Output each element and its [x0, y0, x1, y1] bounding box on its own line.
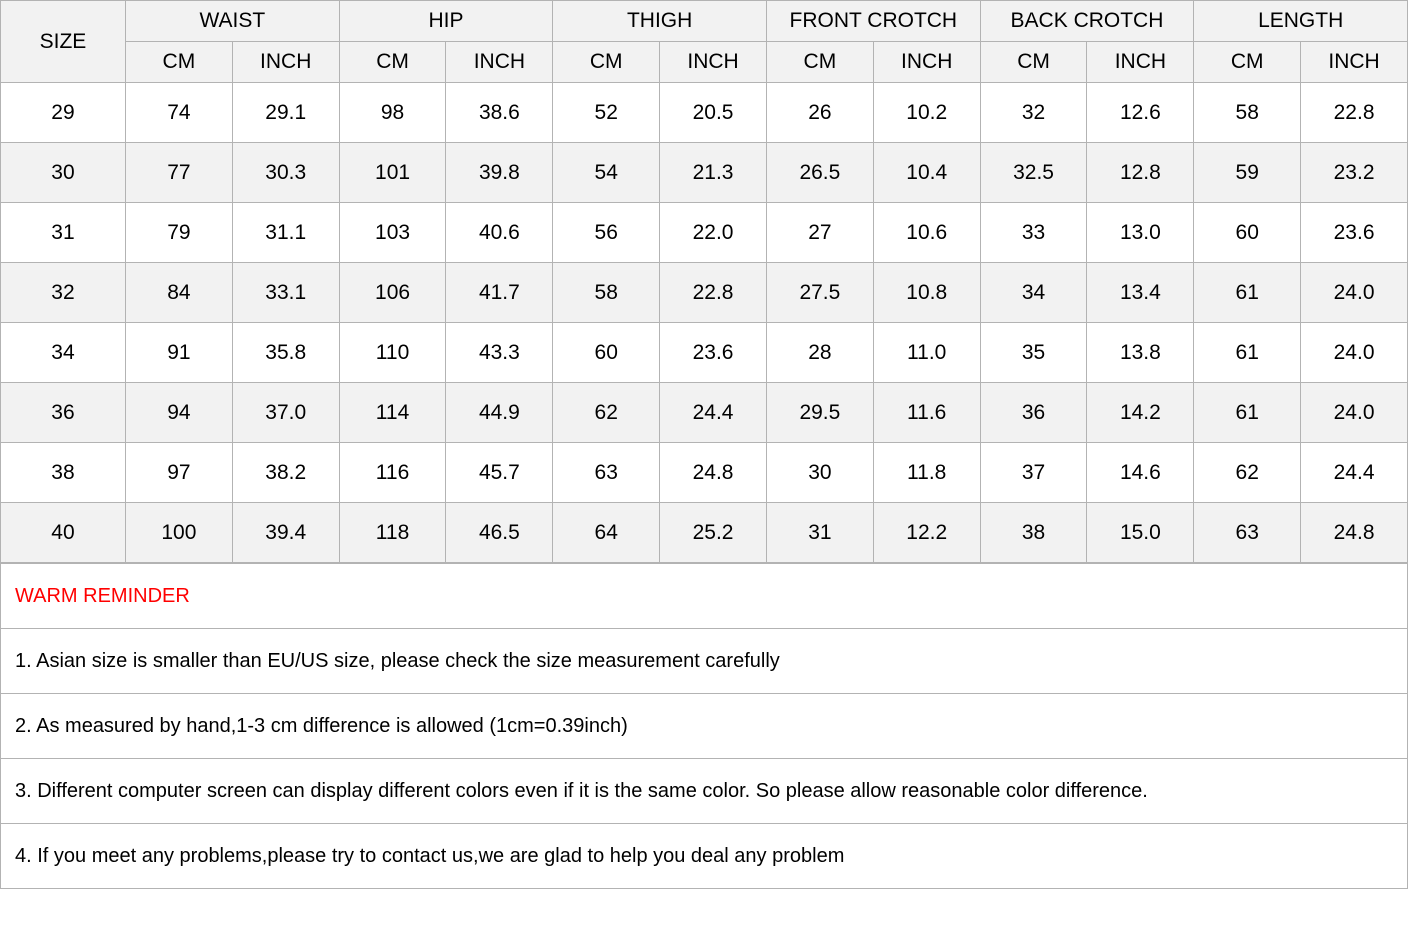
header-unit-waist-inch: INCH	[232, 42, 339, 83]
table-row	[1, 503, 1408, 563]
note-row	[1, 629, 1408, 694]
cell-back-crotch-cm: 34	[980, 263, 1087, 323]
cell-hip-inch: 43.3	[446, 323, 553, 383]
cell-front-crotch-inch: 10.8	[873, 263, 980, 323]
note-row	[1, 694, 1408, 759]
cell-waist-cm: 74	[125, 83, 232, 143]
cell-length-inch: 23.2	[1301, 143, 1408, 203]
header-row-units	[1, 42, 1408, 83]
cell-thigh-inch: 23.6	[660, 323, 767, 383]
cell-length-inch: 24.0	[1301, 383, 1408, 443]
cell-waist-cm: 100	[125, 503, 232, 563]
warm-reminder-table	[0, 563, 1408, 889]
cell-back-crotch-cm: 35	[980, 323, 1087, 383]
cell-length-cm: 62	[1194, 443, 1301, 503]
cell-waist-inch: 38.2	[232, 443, 339, 503]
header-group-back-crotch: BACK CROTCH	[980, 1, 1194, 42]
cell-hip-cm: 114	[339, 383, 446, 443]
cell-hip-cm: 110	[339, 323, 446, 383]
cell-length-cm: 58	[1194, 83, 1301, 143]
header-unit-length-inch: INCH	[1301, 42, 1408, 83]
cell-waist-inch: 37.0	[232, 383, 339, 443]
cell-front-crotch-inch: 10.2	[873, 83, 980, 143]
table-row	[1, 263, 1408, 323]
header-size: SIZE	[1, 1, 126, 83]
cell-waist-inch: 31.1	[232, 203, 339, 263]
cell-back-crotch-cm: 38	[980, 503, 1087, 563]
cell-front-crotch-inch: 11.6	[873, 383, 980, 443]
cell-front-crotch-inch: 10.4	[873, 143, 980, 203]
cell-back-crotch-inch: 12.8	[1087, 143, 1194, 203]
table-row	[1, 383, 1408, 443]
cell-thigh-cm: 60	[553, 323, 660, 383]
cell-front-crotch-cm: 28	[766, 323, 873, 383]
cell-front-crotch-inch: 11.0	[873, 323, 980, 383]
cell-thigh-inch: 21.3	[660, 143, 767, 203]
cell-thigh-inch: 24.4	[660, 383, 767, 443]
cell-hip-cm: 106	[339, 263, 446, 323]
cell-hip-inch: 41.7	[446, 263, 553, 323]
cell-thigh-cm: 52	[553, 83, 660, 143]
cell-front-crotch-inch: 12.2	[873, 503, 980, 563]
cell-thigh-cm: 63	[553, 443, 660, 503]
cell-thigh-cm: 56	[553, 203, 660, 263]
cell-back-crotch-inch: 13.8	[1087, 323, 1194, 383]
header-unit-front-crotch-inch: INCH	[873, 42, 980, 83]
cell-back-crotch-inch: 14.2	[1087, 383, 1194, 443]
header-group-thigh: THIGH	[553, 1, 767, 42]
note-row	[1, 824, 1408, 889]
cell-waist-inch: 30.3	[232, 143, 339, 203]
cell-front-crotch-cm: 27	[766, 203, 873, 263]
cell-length-cm: 61	[1194, 383, 1301, 443]
cell-size: 29	[1, 83, 126, 143]
cell-hip-cm: 98	[339, 83, 446, 143]
cell-hip-inch: 39.8	[446, 143, 553, 203]
cell-size: 32	[1, 263, 126, 323]
cell-waist-cm: 91	[125, 323, 232, 383]
cell-waist-inch: 39.4	[232, 503, 339, 563]
cell-size: 31	[1, 203, 126, 263]
cell-waist-cm: 97	[125, 443, 232, 503]
cell-length-cm: 59	[1194, 143, 1301, 203]
cell-length-inch: 23.6	[1301, 203, 1408, 263]
cell-front-crotch-inch: 11.8	[873, 443, 980, 503]
header-unit-back-crotch-inch: INCH	[1087, 42, 1194, 83]
cell-length-cm: 63	[1194, 503, 1301, 563]
cell-hip-cm: 118	[339, 503, 446, 563]
cell-back-crotch-inch: 13.4	[1087, 263, 1194, 323]
cell-back-crotch-inch: 13.0	[1087, 203, 1194, 263]
header-unit-back-crotch-cm: CM	[980, 42, 1087, 83]
cell-waist-cm: 84	[125, 263, 232, 323]
table-row	[1, 143, 1408, 203]
header-row-groups	[1, 1, 1408, 42]
cell-size: 38	[1, 443, 126, 503]
cell-front-crotch-cm: 27.5	[766, 263, 873, 323]
cell-size: 34	[1, 323, 126, 383]
cell-back-crotch-inch: 15.0	[1087, 503, 1194, 563]
cell-thigh-inch: 22.0	[660, 203, 767, 263]
cell-front-crotch-cm: 31	[766, 503, 873, 563]
cell-waist-inch: 29.1	[232, 83, 339, 143]
header-unit-hip-cm: CM	[339, 42, 446, 83]
cell-front-crotch-cm: 26	[766, 83, 873, 143]
note-row	[1, 759, 1408, 824]
cell-waist-cm: 94	[125, 383, 232, 443]
header-unit-thigh-inch: INCH	[660, 42, 767, 83]
cell-hip-inch: 46.5	[446, 503, 553, 563]
cell-hip-cm: 101	[339, 143, 446, 203]
cell-back-crotch-inch: 12.6	[1087, 83, 1194, 143]
cell-length-inch: 24.8	[1301, 503, 1408, 563]
header-group-waist: WAIST	[125, 1, 339, 42]
header-group-front-crotch: FRONT CROTCH	[766, 1, 980, 42]
cell-length-cm: 61	[1194, 263, 1301, 323]
cell-length-inch: 22.8	[1301, 83, 1408, 143]
cell-front-crotch-cm: 30	[766, 443, 873, 503]
cell-waist-inch: 33.1	[232, 263, 339, 323]
table-row	[1, 203, 1408, 263]
cell-length-inch: 24.0	[1301, 323, 1408, 383]
cell-front-crotch-cm: 29.5	[766, 383, 873, 443]
note-item-2: 2. As measured by hand,1-3 cm difference is allowed (1cm=0.39inch)	[1, 694, 1408, 759]
note-item-4: 4. If you meet any problems,please try to contact us,we are glad to help you deal any problem	[1, 824, 1408, 889]
cell-thigh-cm: 54	[553, 143, 660, 203]
cell-front-crotch-inch: 10.6	[873, 203, 980, 263]
header-unit-waist-cm: CM	[125, 42, 232, 83]
cell-thigh-inch: 22.8	[660, 263, 767, 323]
cell-length-inch: 24.0	[1301, 263, 1408, 323]
cell-thigh-inch: 20.5	[660, 83, 767, 143]
cell-hip-cm: 116	[339, 443, 446, 503]
cell-waist-inch: 35.8	[232, 323, 339, 383]
header-group-hip: HIP	[339, 1, 553, 42]
cell-hip-inch: 44.9	[446, 383, 553, 443]
warm-reminder-title-row	[1, 564, 1408, 629]
cell-hip-inch: 40.6	[446, 203, 553, 263]
warm-reminder-title: WARM REMINDER	[1, 564, 1408, 629]
table-body	[1, 83, 1408, 563]
cell-thigh-cm: 64	[553, 503, 660, 563]
cell-size: 40	[1, 503, 126, 563]
cell-waist-cm: 77	[125, 143, 232, 203]
cell-back-crotch-cm: 36	[980, 383, 1087, 443]
cell-back-crotch-cm: 32	[980, 83, 1087, 143]
cell-hip-inch: 38.6	[446, 83, 553, 143]
header-unit-front-crotch-cm: CM	[766, 42, 873, 83]
table-row	[1, 443, 1408, 503]
header-unit-length-cm: CM	[1194, 42, 1301, 83]
cell-thigh-cm: 62	[553, 383, 660, 443]
header-unit-thigh-cm: CM	[553, 42, 660, 83]
table-row	[1, 323, 1408, 383]
cell-length-inch: 24.4	[1301, 443, 1408, 503]
cell-size: 30	[1, 143, 126, 203]
cell-length-cm: 61	[1194, 323, 1301, 383]
cell-hip-inch: 45.7	[446, 443, 553, 503]
cell-back-crotch-cm: 33	[980, 203, 1087, 263]
cell-size: 36	[1, 383, 126, 443]
cell-back-crotch-cm: 37	[980, 443, 1087, 503]
cell-thigh-inch: 25.2	[660, 503, 767, 563]
header-unit-hip-inch: INCH	[446, 42, 553, 83]
table-row	[1, 83, 1408, 143]
cell-waist-cm: 79	[125, 203, 232, 263]
note-item-1: 1. Asian size is smaller than EU/US size, please check the size measurement carefully	[1, 629, 1408, 694]
cell-thigh-inch: 24.8	[660, 443, 767, 503]
cell-front-crotch-cm: 26.5	[766, 143, 873, 203]
cell-thigh-cm: 58	[553, 263, 660, 323]
cell-back-crotch-cm: 32.5	[980, 143, 1087, 203]
header-group-length: LENGTH	[1194, 1, 1408, 42]
cell-length-cm: 60	[1194, 203, 1301, 263]
note-item-3: 3. Different computer screen can display different colors even if it is the same color. So please allow reasonable color difference.	[1, 759, 1408, 824]
cell-back-crotch-inch: 14.6	[1087, 443, 1194, 503]
cell-hip-cm: 103	[339, 203, 446, 263]
table-head	[1, 1, 1408, 83]
